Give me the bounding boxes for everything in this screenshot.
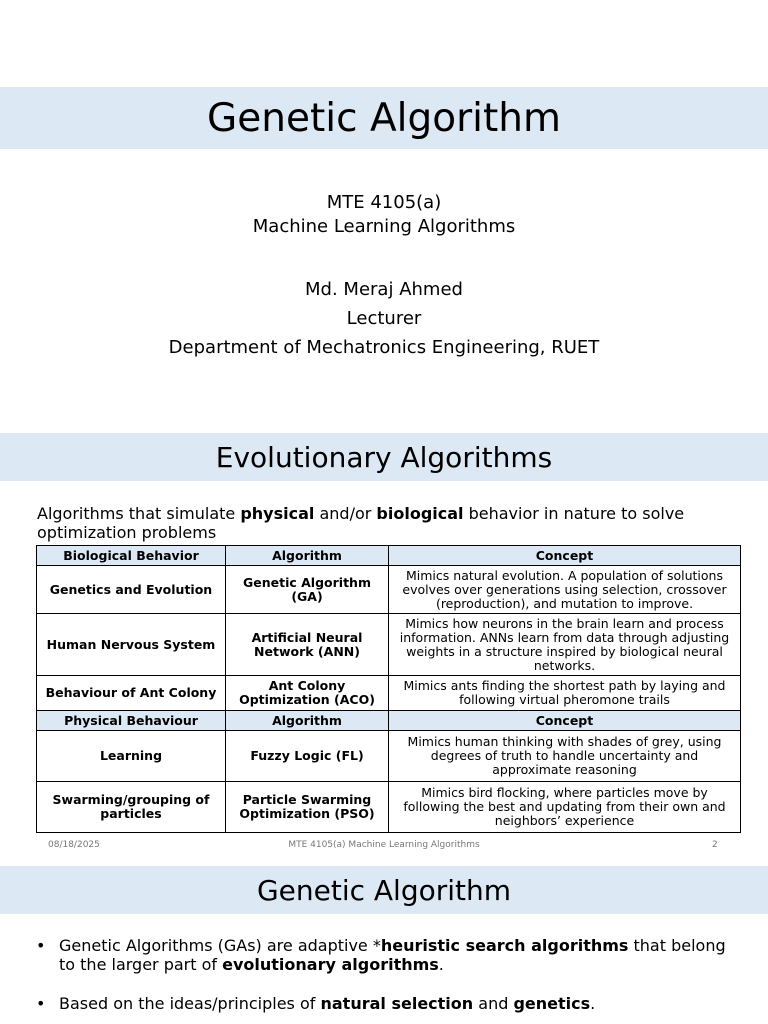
- intro-bold-physical: physical: [240, 504, 315, 523]
- table-row: [37, 614, 741, 676]
- intro-bold-biological: biological: [376, 504, 464, 523]
- table-header-row: [37, 711, 741, 731]
- table-row: [37, 566, 741, 614]
- slide1-title: Genetic Algorithm: [207, 95, 561, 141]
- author-name: Md. Meraj Ahmed: [305, 279, 463, 300]
- bullet-text: and: [473, 994, 514, 1013]
- concept-cell: Mimics human thinking with shades of grey, using degrees of truth to handle uncertainty and approximate reasoning: [389, 731, 741, 782]
- slide2-title: Evolutionary Algorithms: [215, 440, 553, 474]
- slide3-title-band: [0, 866, 768, 914]
- header-cell: Algorithm: [226, 546, 389, 566]
- slide3-title: Genetic Algorithm: [256, 873, 512, 907]
- concept-cell: Mimics how neurons in the brain learn and process information. ANNs learn from data through adjusting weights in a structure inspired by biological neural networks.: [389, 614, 741, 676]
- table-row: [37, 731, 741, 782]
- concept-cell: Mimics natural evolution. A population of solutions evolves over generations using selection, crossover (reproduction), and mutation to improve.: [389, 566, 741, 614]
- footer-date: 08/18/2025: [48, 840, 100, 850]
- intro-part: behavior in nature to solve optimization problems: [37, 504, 685, 542]
- bullet-text: Based on the ideas/principles of: [59, 994, 321, 1013]
- behavior-cell: Learning: [37, 731, 226, 782]
- department: Department of Mechatronics Engineering, RUET: [168, 337, 600, 358]
- footer-page-number: 2: [712, 840, 718, 850]
- intro-text: [37, 504, 737, 542]
- concept-cell: Mimics ants finding the shortest path by laying and following virtual pheromone trails: [389, 676, 741, 711]
- bullet-text: that belong to the larger part of: [59, 936, 726, 974]
- header-cell: Biological Behavior: [37, 546, 226, 566]
- behavior-cell: Human Nervous System: [37, 614, 226, 676]
- bullet-text: .: [438, 955, 444, 974]
- concept-cell: Mimics bird flocking, where particles move by following the best and updating from their own and neighbors’ experience: [389, 782, 741, 833]
- intro-part: Algorithms that simulate: [37, 504, 241, 523]
- algorithm-cell: Fuzzy Logic (FL): [226, 731, 389, 782]
- bullet-list: [36, 936, 736, 1013]
- evolutionary-algorithms-table: [36, 545, 741, 833]
- bullet-bold: evolutionary algorithms: [222, 955, 439, 974]
- bullet-item: [36, 994, 736, 1013]
- behavior-cell: Behaviour of Ant Colony: [37, 676, 226, 711]
- bullet-icon: •: [36, 936, 46, 955]
- table-row: [37, 782, 741, 833]
- header-cell: Physical Behaviour: [37, 711, 226, 731]
- table-row: [37, 676, 741, 711]
- behavior-cell: Swarming/grouping of particles: [37, 782, 226, 833]
- algorithm-cell: Genetic Algorithm (GA): [226, 566, 389, 614]
- header-cell: Algorithm: [226, 711, 389, 731]
- algorithm-cell: Artificial Neural Network (ANN): [226, 614, 389, 676]
- table-header-row: [37, 546, 741, 566]
- bullet-bold: genetics: [513, 994, 591, 1013]
- slide1-title-band: [0, 87, 768, 149]
- bullet-item: [36, 936, 736, 974]
- algorithm-cell: Particle Swarming Optimization (PSO): [226, 782, 389, 833]
- algorithm-cell: Ant Colony Optimization (ACO): [226, 676, 389, 711]
- footer-course: MTE 4105(a) Machine Learning Algorithms: [288, 840, 480, 850]
- behavior-cell: Genetics and Evolution: [37, 566, 226, 614]
- bullet-bold: natural selection: [320, 994, 474, 1013]
- bullet-text: Genetic Algorithms (GAs) are adaptive *: [59, 936, 381, 955]
- author-position: Lecturer: [346, 308, 422, 329]
- course-name: Machine Learning Algorithms: [252, 216, 516, 237]
- bullet-text: .: [590, 994, 596, 1013]
- header-cell: Concept: [389, 711, 741, 731]
- slide2-title-band: [0, 433, 768, 481]
- header-cell: Concept: [389, 546, 741, 566]
- bullet-bold: heuristic search algorithms: [380, 936, 629, 955]
- bullet-icon: •: [36, 994, 46, 1013]
- intro-part: and/or: [314, 504, 377, 523]
- course-code: MTE 4105(a): [326, 192, 442, 213]
